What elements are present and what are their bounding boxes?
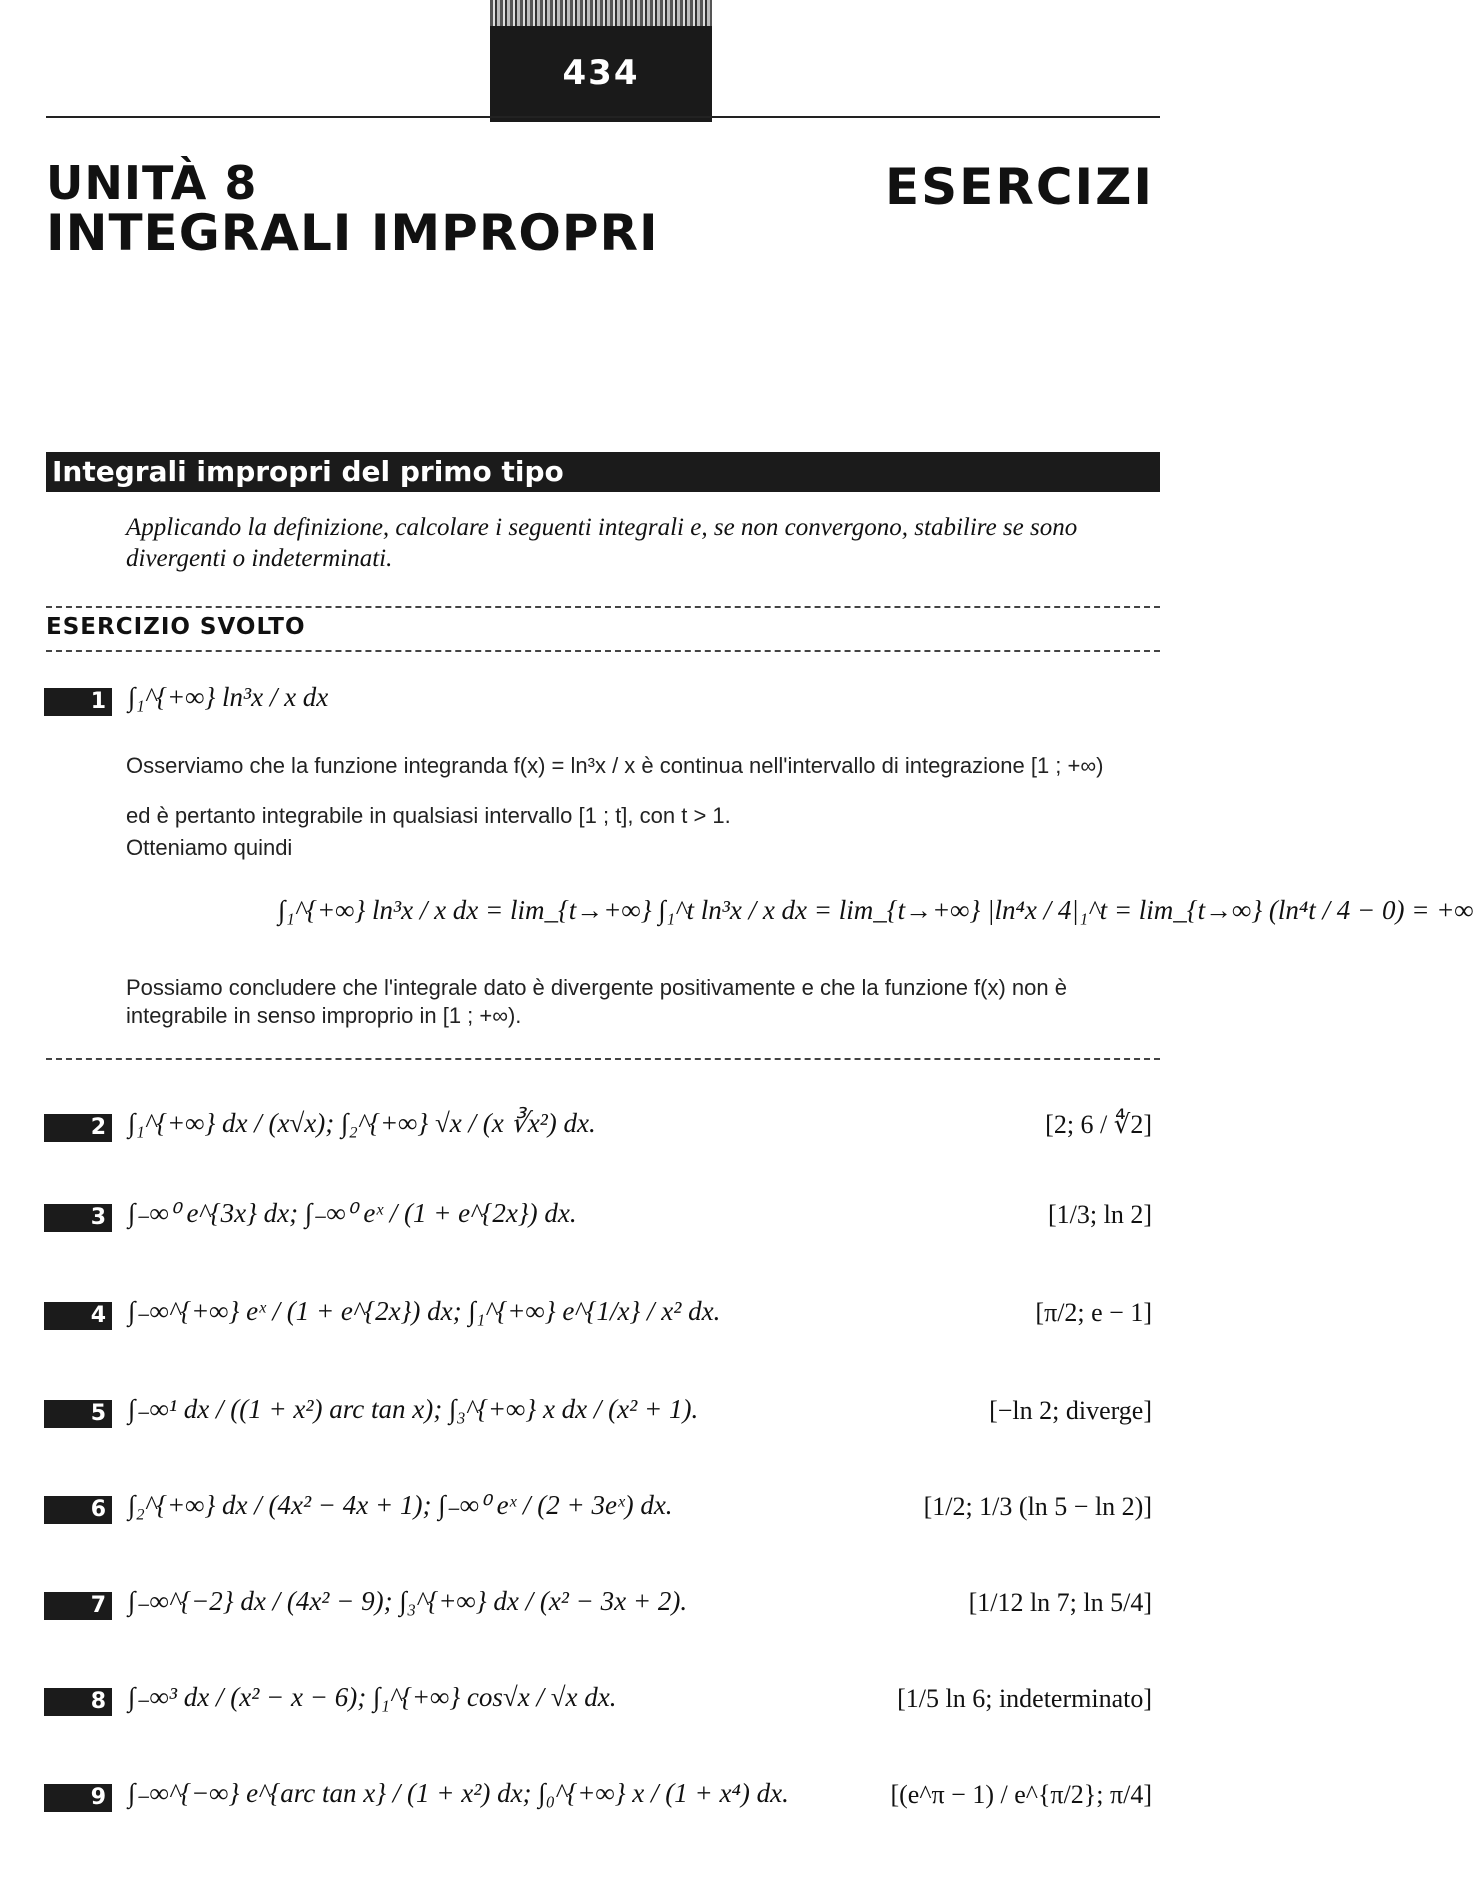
unit-heading [46, 156, 659, 262]
exercise-problem: ∫₋∞^{−2} dx / (4x² − 9); ∫₃^{+∞} dx / (x² − 3x + 2). [128, 1586, 688, 1616]
exercise-answer: [1/2; 1/3 (ln 5 − ln 2)] [923, 1492, 1152, 1521]
exercise-problem: ∫₋∞¹ dx / ((1 + x²) arc tan x); ∫₃^{+∞} x dx / (x² + 1). [128, 1394, 699, 1424]
exercise-number: 6 [44, 1496, 112, 1524]
exercise-problem: ∫₋∞⁰ e^{3x} dx; ∫₋∞⁰ eˣ / (1 + e^{2x}) dx. [128, 1198, 577, 1228]
divider [46, 650, 1160, 652]
unit-title: INTEGRALI IMPROPRI [46, 204, 659, 262]
exercise-problem: ∫₂^{+∞} dx / (4x² − 4x + 1); ∫₋∞⁰ eˣ / (2 + 3eˣ) dx. [128, 1490, 673, 1520]
worked-example-conclusion: Possiamo concludere che l'integrale dato è divergente positivamente e che la funzione f(x) non è integrabile in senso improprio in [1 ; +∞). [126, 975, 1067, 1028]
unit-label: UNITÀ 8 [46, 156, 258, 210]
exercise-number: 9 [44, 1784, 112, 1812]
worked-example-text: ed è pertanto integrabile in qualsiasi intervallo [1 ; t], con t > 1. [126, 803, 731, 828]
worked-example-text: Otteniamo quindi [126, 835, 293, 860]
header-rule [46, 116, 1160, 118]
exercise-number: 8 [44, 1688, 112, 1716]
exercise-number: 7 [44, 1592, 112, 1620]
section-instructions: Applicando la definizione, calcolare i seguenti integrali e, se non convergono, stabilire se sono divergenti o indeterminati. [126, 514, 1078, 572]
divider [46, 1058, 1160, 1060]
exercise-number: 1 [44, 688, 112, 716]
exercise-number: 4 [44, 1302, 112, 1330]
exercise-answer: [1/5 ln 6; indeterminato] [897, 1684, 1152, 1713]
exercise-problem: ∫₋∞³ dx / (x² − x − 6); ∫₁^{+∞} cos√x / √x dx. [128, 1682, 617, 1712]
exercise-number: 5 [44, 1400, 112, 1428]
worked-example-label: ESERCIZIO SVOLTO [46, 614, 306, 640]
exercise-number: 3 [44, 1204, 112, 1232]
exercise-answer: [(e^π − 1) / e^{π/2}; π/4] [890, 1780, 1152, 1809]
worked-example-computation: ∫₁^{+∞} ln³x / x dx = lim_{t→+∞} ∫₁^t ln³x / x dx = lim_{t→+∞} |ln⁴x / 4|₁^t = lim_{t→∞} (ln⁴t / 4 − 0) = +∞ [278, 895, 1474, 925]
exercise-problem: ∫₋∞^{−∞} e^{arc tan x} / (1 + x²) dx; ∫₀^{+∞} x / (1 + x⁴) dx. [128, 1778, 789, 1808]
exercise-answer: [1/3; ln 2] [1048, 1200, 1152, 1229]
exercise-answer: [−ln 2; diverge] [989, 1396, 1152, 1425]
section-title: Integrali impropri del primo tipo [46, 452, 1160, 492]
page-number: 434 [490, 0, 712, 122]
exercise-answer: [2; 6 / ∜2] [1045, 1110, 1152, 1139]
exercise-problem: ∫₁^{+∞} dx / (x√x); ∫₂^{+∞} √x / (x ∛x²) dx. [128, 1108, 596, 1138]
divider [46, 606, 1160, 608]
section-kind-label: ESERCIZI [885, 158, 1154, 216]
exercise-problem: ∫₋∞^{+∞} eˣ / (1 + e^{2x}) dx; ∫₁^{+∞} e^{1/x} / x² dx. [128, 1296, 721, 1326]
exercise-answer: [π/2; e − 1] [1035, 1298, 1152, 1327]
exercise-answer: [1/12 ln 7; ln 5/4] [968, 1588, 1152, 1617]
worked-example-text: Osserviamo che la funzione integranda f(x) = ln³x / x è continua nell'intervallo di integrazione [1 ; +∞) [126, 753, 1104, 778]
worked-example-problem: ∫₁^{+∞} ln³x / x dx [128, 682, 329, 712]
exercise-number: 2 [44, 1114, 112, 1142]
